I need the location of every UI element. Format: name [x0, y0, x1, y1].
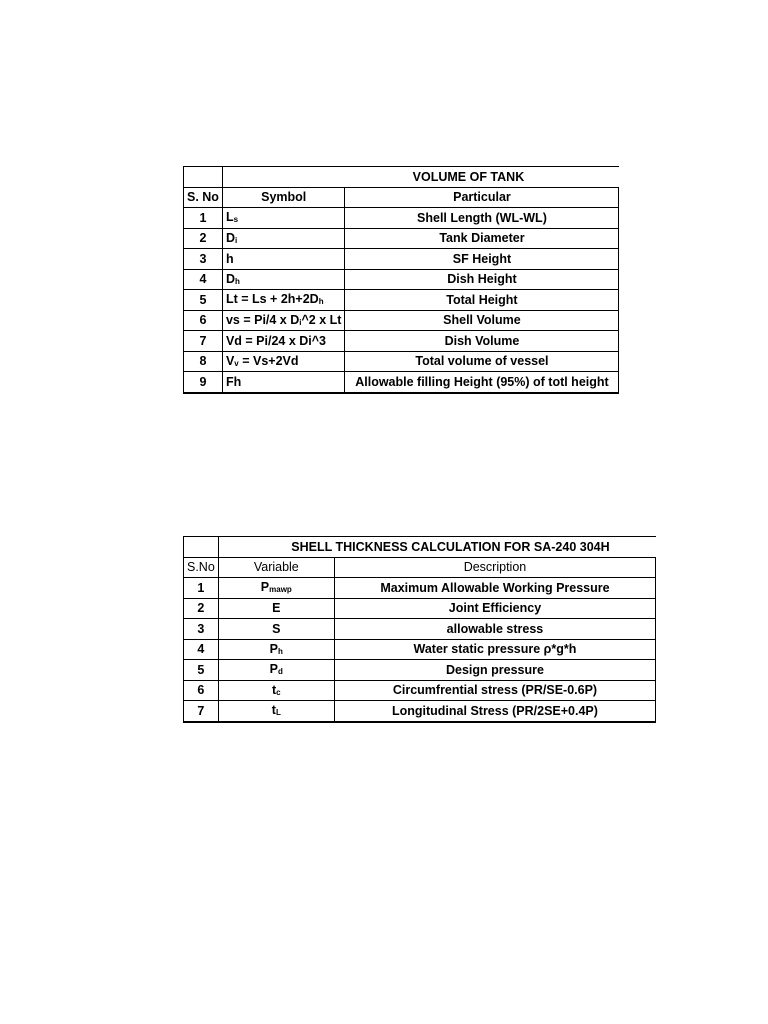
symbol-text: D [225, 230, 235, 245]
symbol-subscript: i [234, 235, 238, 245]
symbol-text-rest: = Vs+2Vd [238, 353, 299, 368]
symbol-text: vs = Pi/4 x D [225, 312, 300, 327]
sno-cell: 3 [184, 619, 219, 640]
symbol-subscript: h [234, 276, 240, 286]
symbol-cell [222, 290, 345, 311]
particular-cell: Dish Height [345, 269, 619, 290]
table-row [184, 701, 656, 722]
title-spacer [184, 537, 219, 558]
variable-cell [218, 660, 334, 681]
particular-cell: Allowable filling Height (95%) of totl height [345, 372, 619, 393]
variable-text: E [272, 601, 281, 615]
symbol-cell [222, 249, 345, 270]
sno-cell: 6 [184, 680, 219, 701]
volume-table-body [184, 208, 619, 393]
header-symbol: Symbol [222, 187, 345, 208]
variable-text: t [271, 682, 277, 697]
symbol-text: Vd = Pi/24 x Di^3 [225, 333, 327, 348]
table-title [345, 167, 619, 188]
table-row [184, 639, 656, 660]
symbol-subscript: h [318, 297, 324, 307]
sno-cell: 2 [184, 598, 219, 619]
particular-cell: Shell Length (WL-WL) [345, 208, 619, 229]
description-cell: Design pressure [334, 660, 655, 681]
table-row [184, 269, 619, 290]
description-cell: Water static pressure ρ*g*h [334, 639, 655, 660]
variable-cell [218, 639, 334, 660]
symbol-subscript: v [234, 358, 239, 368]
title-spacer [184, 167, 223, 188]
particular-cell: SF Height [345, 249, 619, 270]
variable-text: t [271, 703, 276, 718]
table-row [184, 680, 656, 701]
particular-cell: Total Height [345, 290, 619, 311]
particular-cell: Total volume of vessel [345, 351, 619, 372]
variable-cell [218, 578, 334, 599]
symbol-text: V [225, 353, 235, 368]
particular-cell: Dish Volume [345, 331, 619, 352]
sno-cell: 4 [184, 269, 223, 290]
table-row [184, 578, 656, 599]
shell-table-body [184, 578, 656, 722]
description-cell: Circumfrential stress (PR/SE-0.6P) [334, 680, 655, 701]
symbol-cell [222, 269, 345, 290]
header-description: Description [334, 557, 655, 578]
header-variable: Variable [218, 557, 334, 578]
sno-cell: 3 [184, 249, 223, 270]
table-row [184, 619, 656, 640]
table-row [184, 660, 656, 681]
header-sno: S.No [184, 557, 219, 578]
variable-cell [218, 701, 334, 722]
symbol-cell [222, 310, 345, 331]
table-title-row [184, 537, 656, 558]
sno-cell: 5 [184, 660, 219, 681]
symbol-cell [222, 351, 345, 372]
volume-of-tank-table [183, 166, 619, 394]
symbol-cell [222, 372, 345, 393]
sno-cell: 7 [184, 701, 219, 722]
table-row [184, 310, 619, 331]
sno-cell: 7 [184, 331, 223, 352]
symbol-cell [222, 331, 345, 352]
sno-cell: 1 [184, 578, 219, 599]
symbol-cell [222, 208, 345, 229]
particular-cell: Shell Volume [345, 310, 619, 331]
symbol-text: L [225, 210, 234, 225]
sno-cell: 1 [184, 208, 223, 229]
variable-cell [218, 598, 334, 619]
title-spacer [222, 167, 345, 188]
variable-subscript: h [278, 646, 283, 656]
variable-subscript: L [275, 708, 281, 718]
symbol-text: Fh [225, 374, 242, 389]
variable-text: P [269, 641, 279, 656]
table-row [184, 228, 619, 249]
table-row [184, 351, 619, 372]
symbol-text: Lt = Ls + 2h+2D [225, 292, 319, 307]
table-row [184, 208, 619, 229]
table-row [184, 331, 619, 352]
sno-cell: 2 [184, 228, 223, 249]
table-row [184, 290, 619, 311]
symbol-cell [222, 228, 345, 249]
description-cell: Longitudinal Stress (PR/2SE+0.4P) [334, 701, 655, 722]
variable-text: P [269, 662, 279, 677]
table-row [184, 372, 619, 393]
sno-cell: 6 [184, 310, 223, 331]
header-sno: S. No [184, 187, 223, 208]
sno-cell: 5 [184, 290, 223, 311]
particular-cell: Tank Diameter [345, 228, 619, 249]
sno-cell: 9 [184, 372, 223, 393]
variable-text: S [272, 621, 281, 636]
variable-subscript: d [278, 667, 283, 677]
shell-thickness-table [183, 536, 656, 723]
table-title-text: VOLUME OF TANK [412, 169, 525, 184]
symbol-subscript: i [299, 317, 302, 327]
description-cell: allowable stress [334, 619, 655, 640]
description-cell: Maximum Allowable Working Pressure [334, 578, 655, 599]
symbol-text-rest: ^2 x Lt [301, 312, 342, 327]
sno-cell: 4 [184, 639, 219, 660]
table-title-text: SHELL THICKNESS CALCULATION FOR SA-240 304H [291, 539, 610, 554]
sno-cell: 8 [184, 351, 223, 372]
variable-subscript: c [276, 687, 281, 697]
header-row [184, 557, 656, 578]
header-row [184, 187, 619, 208]
description-cell: Joint Efficiency [334, 598, 655, 619]
variable-cell [218, 680, 334, 701]
table-row [184, 249, 619, 270]
header-particular: Particular [345, 187, 619, 208]
variable-subscript: mawp [269, 585, 292, 595]
table-title [291, 537, 655, 558]
symbol-subscript: s [233, 215, 239, 225]
table-row [184, 598, 656, 619]
symbol-text: h [225, 251, 234, 266]
table-title-row [184, 167, 619, 188]
variable-cell [218, 619, 334, 640]
variable-text: P [260, 580, 270, 595]
symbol-text: D [225, 271, 235, 286]
